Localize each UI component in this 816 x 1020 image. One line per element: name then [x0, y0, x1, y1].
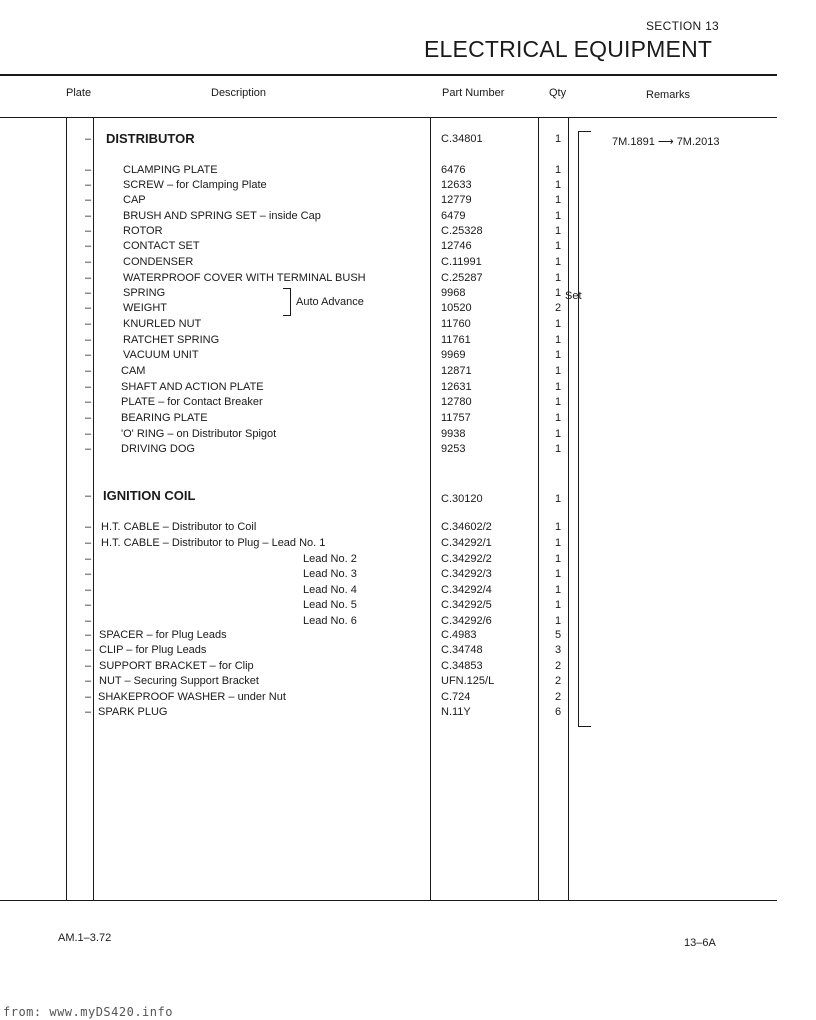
plate-dash: –	[84, 615, 92, 627]
table-row	[0, 318, 816, 333]
watermark: from: www.myDS420.info	[3, 1005, 173, 1019]
table-row	[0, 412, 816, 427]
part-number: 12871	[441, 365, 472, 377]
part-number: C.25287	[441, 272, 483, 284]
table-row	[0, 553, 816, 568]
qty: 1	[554, 568, 562, 580]
table-row	[0, 194, 816, 209]
part-number: C.34853	[441, 660, 483, 672]
auto-advance-label: Auto Advance	[296, 296, 364, 308]
description: CAM	[121, 365, 146, 377]
qty: 1	[554, 240, 562, 252]
table-row	[0, 706, 816, 721]
qty: 1	[554, 412, 562, 424]
description: CLAMPING PLATE	[123, 164, 218, 176]
description: CLIP – for Plug Leads	[99, 644, 207, 656]
auto-advance-bracket	[283, 288, 291, 316]
plate-dash: –	[84, 428, 92, 440]
qty: 1	[554, 133, 562, 145]
table-row	[0, 691, 816, 706]
qty: 6	[554, 706, 562, 718]
description: RATCHET SPRING	[123, 334, 220, 346]
plate-dash: –	[84, 287, 92, 299]
description: SPARK PLUG	[98, 706, 168, 718]
table-row	[0, 396, 816, 411]
qty: 1	[554, 334, 562, 346]
plate-dash: –	[84, 240, 92, 252]
description: CONTACT SET	[123, 240, 200, 252]
part-number: 10520	[441, 302, 472, 314]
plate-dash: –	[84, 225, 92, 237]
page-title: ELECTRICAL EQUIPMENT	[424, 36, 713, 62]
table-row	[0, 521, 816, 536]
table-row	[0, 179, 816, 194]
part-number: C.724	[441, 691, 471, 703]
part-number: C.4983	[441, 629, 477, 641]
plate-dash: –	[84, 521, 92, 533]
part-number: N.11Y	[441, 706, 471, 718]
plate-dash: –	[84, 537, 92, 549]
part-number: 9968	[441, 287, 466, 299]
description: Lead No. 3	[303, 568, 357, 580]
table-row	[0, 584, 816, 599]
description: CAP	[123, 194, 146, 206]
description: SPACER – for Plug Leads	[99, 629, 227, 641]
qty: 1	[554, 381, 562, 393]
part-number: C.30120	[441, 493, 483, 505]
qty: 1	[554, 210, 562, 222]
section-number: SECTION 13	[646, 19, 720, 33]
qty: 3	[554, 644, 562, 656]
assembly-title: DISTRIBUTOR	[106, 131, 195, 146]
description: H.T. CABLE – Distributor to Coil	[101, 521, 257, 533]
qty: 1	[554, 287, 562, 299]
qty: 1	[554, 318, 562, 330]
description: CONDENSER	[123, 256, 194, 268]
part-number: 12779	[441, 194, 472, 206]
part-number: C.34801	[441, 133, 483, 145]
assembly-title: IGNITION COIL	[103, 488, 196, 503]
plate-dash: –	[84, 349, 92, 361]
plate-dash: –	[84, 584, 92, 596]
description: BEARING PLATE	[121, 412, 208, 424]
plate-dash: –	[84, 302, 92, 314]
table-row	[0, 334, 816, 349]
description: H.T. CABLE – Distributor to Plug – Lead No. 1	[101, 537, 326, 549]
plate-dash: –	[84, 179, 92, 191]
qty: 1	[554, 615, 562, 627]
qty: 2	[554, 675, 562, 687]
description: ROTOR	[123, 225, 163, 237]
part-number: 12633	[441, 179, 472, 191]
plate-dash: –	[84, 396, 92, 408]
part-number: C.34292/3	[441, 568, 492, 580]
ignition-coil-heading-row	[0, 490, 816, 505]
part-number: 6479	[441, 210, 466, 222]
plate-dash: –	[84, 568, 92, 580]
plate-dash: –	[84, 412, 92, 424]
table-row	[0, 443, 816, 458]
table-row	[0, 225, 816, 240]
qty: 1	[554, 349, 562, 361]
qty: 1	[554, 521, 562, 533]
part-number: 12631	[441, 381, 472, 393]
qty: 1	[554, 553, 562, 565]
qty: 1	[554, 164, 562, 176]
table-row	[0, 381, 816, 396]
description: WATERPROOF COVER WITH TERMINAL BUSH	[123, 272, 366, 284]
remarks-range: 7M.1891 ⟶ 7M.2013	[612, 136, 720, 148]
table-row	[0, 349, 816, 364]
table-row	[0, 599, 816, 614]
description: Lead No. 5	[303, 599, 357, 611]
table-row	[0, 537, 816, 552]
table-top-rule	[0, 74, 777, 76]
table-row	[0, 568, 816, 583]
description: SCREW – for Clamping Plate	[123, 179, 267, 191]
plate-dash: –	[84, 660, 92, 672]
header-bottom-rule	[0, 117, 777, 118]
plate-dash: –	[84, 553, 92, 565]
part-number: C.34292/2	[441, 553, 492, 565]
plate-dash: –	[84, 490, 92, 502]
remarks-bracket	[578, 131, 591, 727]
qty: 2	[554, 691, 562, 703]
description: Lead No. 6	[303, 615, 357, 627]
plate-dash: –	[84, 629, 92, 641]
table-row	[0, 287, 816, 302]
qty: 1	[554, 396, 562, 408]
part-number: C.25328	[441, 225, 483, 237]
table-row	[0, 164, 816, 179]
qty: 1	[554, 365, 562, 377]
table-row	[0, 365, 816, 380]
qty: 1	[554, 428, 562, 440]
part-number: C.34748	[441, 644, 483, 656]
description: SHAFT AND ACTION PLATE	[121, 381, 264, 393]
table-row	[0, 210, 816, 225]
description: KNURLED NUT	[123, 318, 202, 330]
qty: 1	[554, 584, 562, 596]
table-row	[0, 615, 816, 630]
col-head-plate: Plate	[66, 87, 92, 99]
plate-dash: –	[84, 272, 92, 284]
set-label: Set	[565, 290, 582, 302]
description: SPRING	[123, 287, 166, 299]
description: Lead No. 4	[303, 584, 357, 596]
table-row	[0, 675, 816, 690]
qty: 5	[554, 629, 562, 641]
plate-dash: –	[84, 381, 92, 393]
col-head-qty: Qty	[549, 87, 567, 99]
table-row	[0, 256, 816, 271]
col-head-description: Description	[211, 87, 267, 99]
description: SHAKEPROOF WASHER – under Nut	[98, 691, 286, 703]
qty: 1	[554, 194, 562, 206]
part-number: C.11991	[441, 256, 482, 268]
description: VACUUM UNIT	[123, 349, 199, 361]
part-number: 12780	[441, 396, 472, 408]
part-number: C.34292/4	[441, 584, 492, 596]
qty: 2	[554, 302, 562, 314]
part-number: 9969	[441, 349, 466, 361]
description: DRIVING DOG	[121, 443, 195, 455]
plate-dash: –	[84, 691, 92, 703]
col-head-remarks: Remarks	[646, 89, 691, 101]
plate-dash: –	[84, 644, 92, 656]
description: WEIGHT	[123, 302, 167, 314]
part-number: UFN.125/L	[441, 675, 495, 687]
part-number: 11761	[441, 334, 471, 346]
qty: 1	[554, 179, 562, 191]
table-row	[0, 629, 816, 644]
qty: 1	[554, 443, 562, 455]
part-number: 9938	[441, 428, 466, 440]
qty: 1	[554, 272, 562, 284]
description: Lead No. 2	[303, 553, 357, 565]
qty: 2	[554, 660, 562, 672]
part-number: 9253	[441, 443, 466, 455]
part-number: C.34292/6	[441, 615, 492, 627]
plate-dash: –	[84, 599, 92, 611]
qty: 1	[554, 225, 562, 237]
description: BRUSH AND SPRING SET – inside Cap	[123, 210, 321, 222]
page-number: 13–6A	[684, 937, 716, 949]
part-number: 11760	[441, 318, 471, 330]
part-number: 6476	[441, 164, 466, 176]
part-number: 11757	[441, 412, 471, 424]
plate-dash: –	[84, 443, 92, 455]
part-number: C.34602/2	[441, 521, 492, 533]
qty: 1	[554, 537, 562, 549]
table-bottom-rule	[0, 900, 777, 901]
plate-dash: –	[84, 256, 92, 268]
plate-dash: –	[84, 210, 92, 222]
col-head-part-number: Part Number	[442, 87, 505, 99]
table-row	[0, 644, 816, 659]
plate-dash: –	[84, 706, 92, 718]
qty: 1	[554, 493, 562, 505]
plate-dash: –	[84, 194, 92, 206]
description: NUT – Securing Support Bracket	[99, 675, 259, 687]
table-row	[0, 302, 816, 317]
plate-dash: –	[84, 133, 92, 145]
table-row	[0, 272, 816, 287]
part-number: C.34292/1	[441, 537, 492, 549]
description: PLATE – for Contact Breaker	[121, 396, 263, 408]
table-row	[0, 428, 816, 443]
qty: 1	[554, 256, 562, 268]
plate-dash: –	[84, 675, 92, 687]
part-number: 12746	[441, 240, 472, 252]
description: 'O' RING – on Distributor Spigot	[121, 428, 277, 440]
plate-dash: –	[84, 334, 92, 346]
footer-issue-code: AM.1–3.72	[58, 932, 112, 944]
plate-dash: –	[84, 365, 92, 377]
part-number: C.34292/5	[441, 599, 492, 611]
plate-dash: –	[84, 164, 92, 176]
qty: 1	[554, 599, 562, 611]
plate-dash: –	[84, 318, 92, 330]
table-row	[0, 660, 816, 675]
description: SUPPORT BRACKET – for Clip	[99, 660, 254, 672]
table-row	[0, 240, 816, 255]
